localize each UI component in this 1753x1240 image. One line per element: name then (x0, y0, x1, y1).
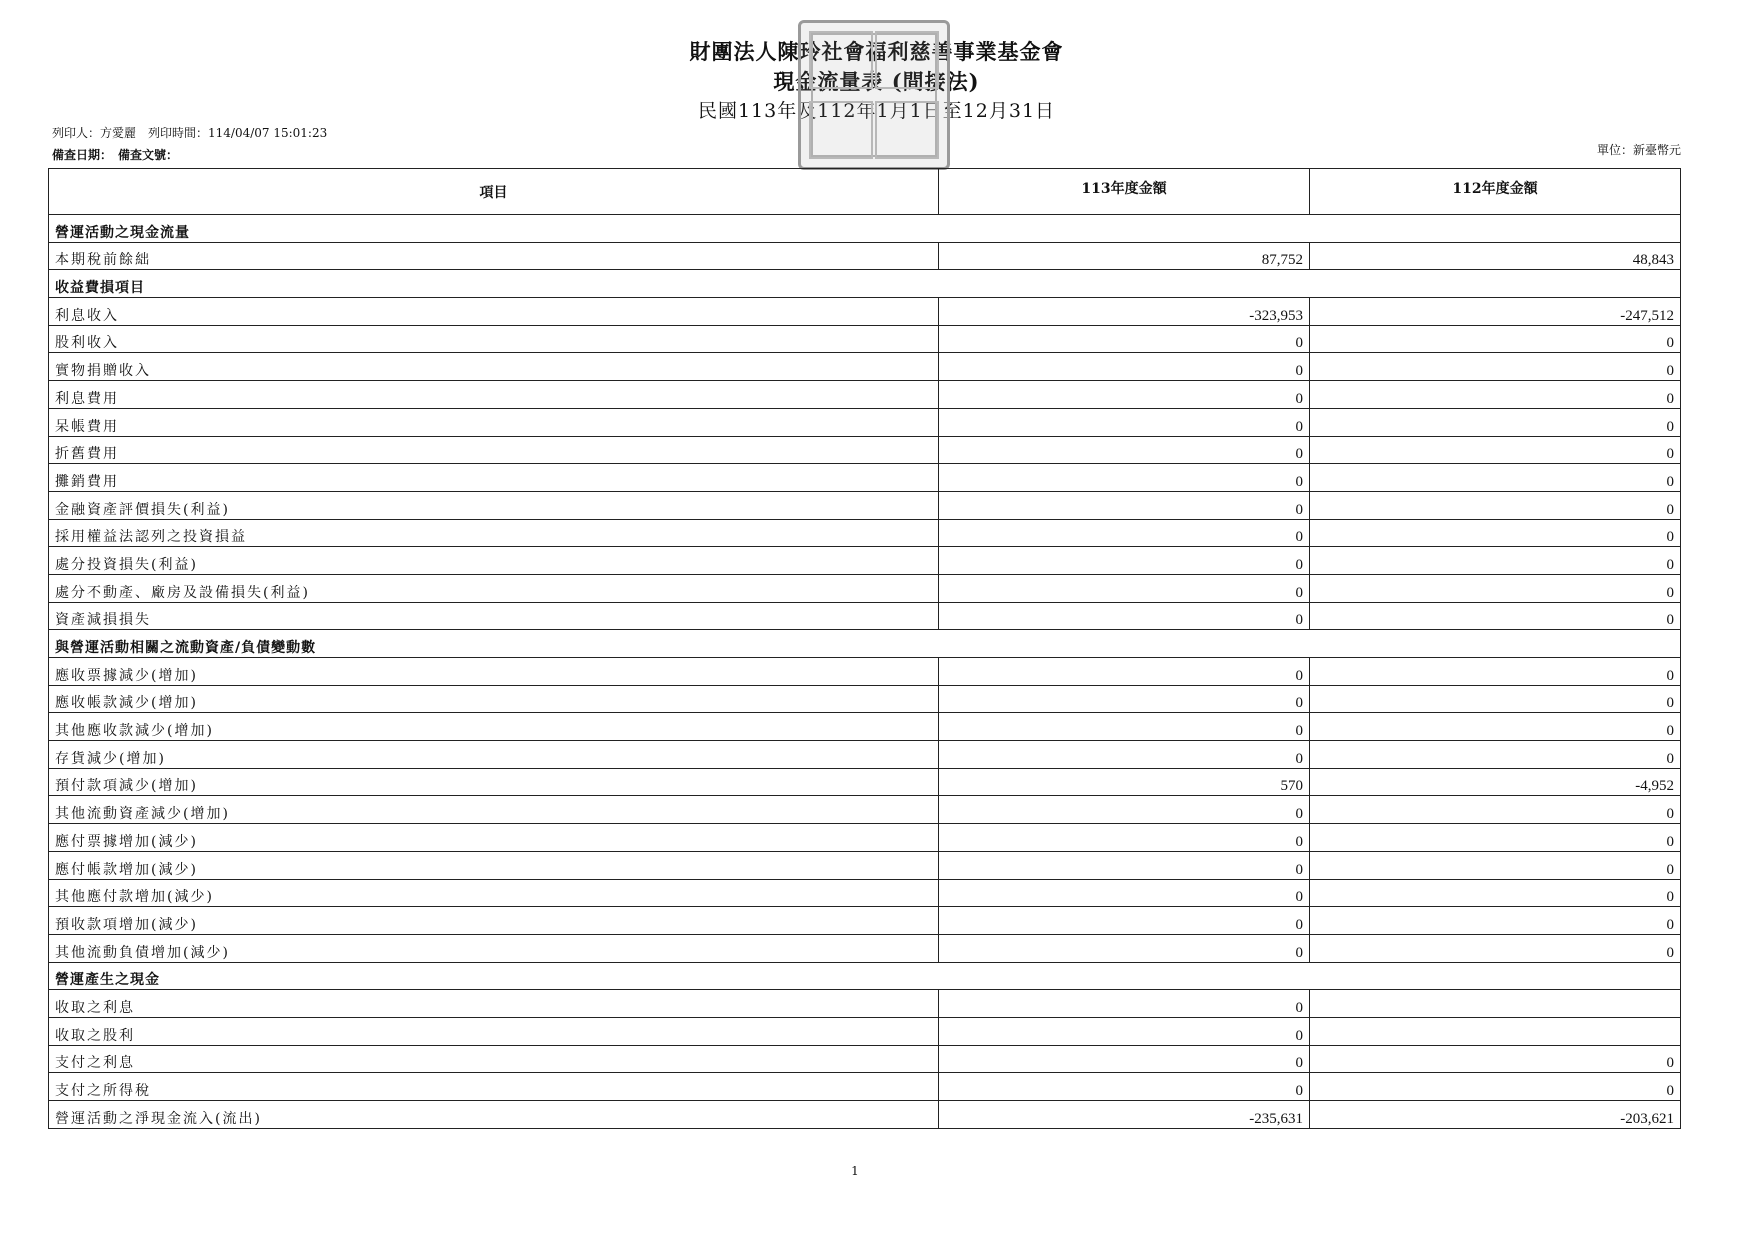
amount-112: -247,512 (1310, 298, 1681, 326)
table-row (49, 796, 1681, 824)
table-row (49, 934, 1681, 962)
amount-113: 0 (939, 574, 1310, 602)
section-row (49, 962, 1681, 990)
row-label: 其他流動負債增加(減少) (49, 934, 939, 962)
org-title: 財團法人陳玲社會福利慈善事業基金會 (689, 39, 1064, 64)
table-row (49, 990, 1681, 1018)
table-row (49, 436, 1681, 464)
audit-info: 備查日期： 備查文號： (52, 148, 179, 162)
amount-112 (1310, 1017, 1681, 1045)
amount-113: 0 (939, 325, 1310, 353)
row-label: 預付款項減少(增加) (49, 768, 939, 796)
amount-112: 0 (1310, 796, 1681, 824)
row-label: 利息費用 (49, 381, 939, 409)
amount-113: 0 (939, 879, 1310, 907)
table-row (49, 242, 1681, 270)
amount-112: 0 (1310, 851, 1681, 879)
table-row (49, 519, 1681, 547)
table-header-row (49, 169, 1681, 215)
row-label: 收取之利息 (49, 990, 939, 1018)
amount-113: 0 (939, 436, 1310, 464)
amount-112: 0 (1310, 713, 1681, 741)
row-label: 處分不動產、廠房及設備損失(利益) (49, 574, 939, 602)
col-item-header: 項目 (49, 169, 939, 215)
amount-113: 0 (939, 547, 1310, 575)
amount-112: 0 (1310, 464, 1681, 492)
amount-113: 0 (939, 685, 1310, 713)
amount-113: -235,631 (939, 1101, 1310, 1129)
table-row (49, 741, 1681, 769)
table-row (49, 325, 1681, 353)
amount-112: 0 (1310, 436, 1681, 464)
amount-112: 0 (1310, 491, 1681, 519)
total-row (49, 1101, 1681, 1129)
table-row (49, 907, 1681, 935)
amount-112: 0 (1310, 602, 1681, 630)
amount-113: 0 (939, 1017, 1310, 1045)
amount-113: 0 (939, 602, 1310, 630)
row-label: 應付帳款增加(減少) (49, 851, 939, 879)
amount-113: 0 (939, 796, 1310, 824)
row-label: 採用權益法認列之投資損益 (49, 519, 939, 547)
amount-112: 0 (1310, 907, 1681, 935)
row-label: 預收款項增加(減少) (49, 907, 939, 935)
print-info: 列印人：方愛麗 列印時間：114/04/07 15:01:23 (52, 126, 328, 140)
row-label: 股利收入 (49, 325, 939, 353)
section-label: 營運活動之現金流量 (49, 215, 1681, 243)
amount-112: 0 (1310, 824, 1681, 852)
table-row (49, 713, 1681, 741)
amount-113: 570 (939, 768, 1310, 796)
row-label: 存貨減少(增加) (49, 741, 939, 769)
table-row (49, 768, 1681, 796)
amount-112: -203,621 (1310, 1101, 1681, 1129)
row-label: 本期稅前餘絀 (49, 242, 939, 270)
row-label: 資產減損損失 (49, 602, 939, 630)
table-row (49, 685, 1681, 713)
row-label: 支付之所得稅 (49, 1073, 939, 1101)
amount-113: 0 (939, 851, 1310, 879)
currency-unit: 單位：新臺幣元 (1596, 143, 1681, 157)
cash-flow-table (48, 168, 1681, 1129)
amount-113: 0 (939, 381, 1310, 409)
amount-112: 0 (1310, 658, 1681, 686)
amount-113: 0 (939, 658, 1310, 686)
amount-112 (1310, 990, 1681, 1018)
amount-113: 0 (939, 491, 1310, 519)
row-label: 金融資產評價損失(利益) (49, 491, 939, 519)
amount-112: 0 (1310, 353, 1681, 381)
amount-113: 0 (939, 353, 1310, 381)
report-title: 現金流量表 (間接法) (773, 69, 980, 94)
table-row (49, 824, 1681, 852)
row-label: 應收票據減少(增加) (49, 658, 939, 686)
table-row (49, 381, 1681, 409)
section-row (49, 270, 1681, 298)
official-seal-stamp (798, 20, 950, 170)
row-label: 營運活動之淨現金流入(流出) (49, 1101, 939, 1129)
amount-112: 0 (1310, 1073, 1681, 1101)
table-row (49, 1017, 1681, 1045)
row-label: 利息收入 (49, 298, 939, 326)
section-label: 營運產生之現金 (49, 962, 1681, 990)
table-row (49, 353, 1681, 381)
amount-113: 0 (939, 1073, 1310, 1101)
amount-113: 0 (939, 824, 1310, 852)
table-row (49, 1045, 1681, 1073)
table-row (49, 879, 1681, 907)
row-label: 其他應收款減少(增加) (49, 713, 939, 741)
amount-113: 0 (939, 408, 1310, 436)
table-row (49, 851, 1681, 879)
amount-112: 0 (1310, 519, 1681, 547)
amount-112: 0 (1310, 879, 1681, 907)
table-body (49, 215, 1681, 1129)
amount-113: 0 (939, 741, 1310, 769)
amount-112: 0 (1310, 574, 1681, 602)
table-row (49, 1073, 1681, 1101)
table-row (49, 658, 1681, 686)
section-row (49, 215, 1681, 243)
amount-113: 0 (939, 907, 1310, 935)
row-label: 實物捐贈收入 (49, 353, 939, 381)
report-period: 民國113年及112年1月1日至12月31日 (697, 100, 1056, 122)
page-number: 1 (851, 1164, 859, 1178)
table-row (49, 464, 1681, 492)
section-label: 與營運活動相關之流動資產/負債變動數 (49, 630, 1681, 658)
amount-113: 87,752 (939, 242, 1310, 270)
amount-113: 0 (939, 934, 1310, 962)
amount-113: 0 (939, 990, 1310, 1018)
row-label: 收取之股利 (49, 1017, 939, 1045)
row-label: 支付之利息 (49, 1045, 939, 1073)
amount-112: 0 (1310, 325, 1681, 353)
row-label: 處分投資損失(利益) (49, 547, 939, 575)
section-label: 收益費損項目 (49, 270, 1681, 298)
amount-112: 0 (1310, 934, 1681, 962)
col-113-header: 113年度金額 (939, 169, 1310, 215)
amount-112: 0 (1310, 408, 1681, 436)
amount-113: 0 (939, 519, 1310, 547)
section-row (49, 630, 1681, 658)
amount-113: 0 (939, 713, 1310, 741)
amount-113: 0 (939, 464, 1310, 492)
amount-112: 0 (1310, 741, 1681, 769)
amount-112: -4,952 (1310, 768, 1681, 796)
col-112-header: 112年度金額 (1310, 169, 1681, 215)
amount-112: 48,843 (1310, 242, 1681, 270)
amount-112: 0 (1310, 547, 1681, 575)
table-row (49, 602, 1681, 630)
row-label: 攤銷費用 (49, 464, 939, 492)
table-row (49, 491, 1681, 519)
table-row (49, 298, 1681, 326)
row-label: 應付票據增加(減少) (49, 824, 939, 852)
table-row (49, 408, 1681, 436)
row-label: 折舊費用 (49, 436, 939, 464)
row-label: 應收帳款減少(增加) (49, 685, 939, 713)
amount-112: 0 (1310, 381, 1681, 409)
row-label: 其他應付款增加(減少) (49, 879, 939, 907)
amount-113: 0 (939, 1045, 1310, 1073)
row-label: 呆帳費用 (49, 408, 939, 436)
amount-112: 0 (1310, 685, 1681, 713)
amount-113: -323,953 (939, 298, 1310, 326)
row-label: 其他流動資產減少(增加) (49, 796, 939, 824)
amount-112: 0 (1310, 1045, 1681, 1073)
table-row (49, 574, 1681, 602)
table-row (49, 547, 1681, 575)
